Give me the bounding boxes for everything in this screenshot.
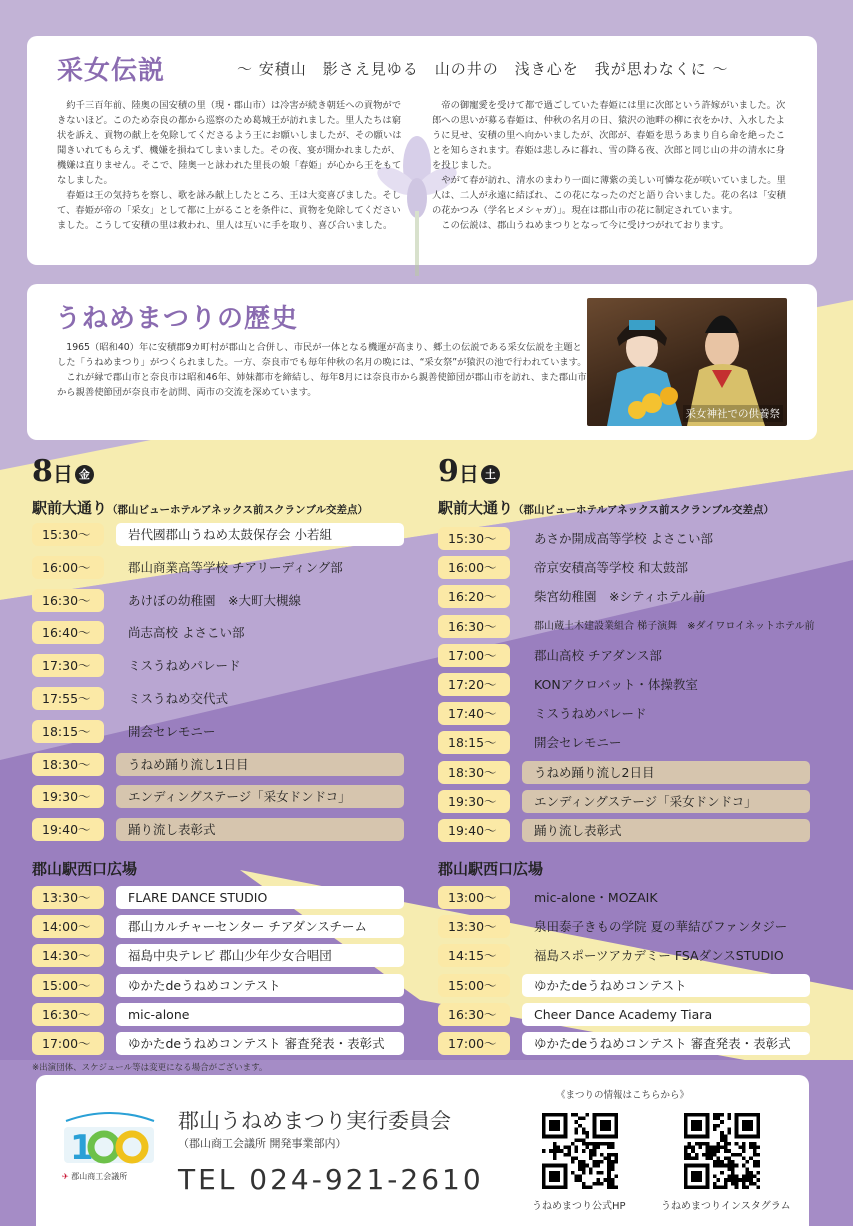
qr-code-instagram[interactable] xyxy=(684,1113,760,1189)
day2-heading xyxy=(438,454,500,489)
organizer-sub: （郡山商工会議所 開発事業部内） xyxy=(178,1137,347,1150)
schedule-time: 15:00～ xyxy=(32,974,104,997)
schedule-event: 踊り流し表彰式 xyxy=(522,819,810,842)
schedule-event: 岩代國郡山うねめ太鼓保存会 小若組 xyxy=(116,523,404,546)
day1-number: 8 xyxy=(32,454,53,489)
schedule-row xyxy=(438,585,810,608)
history-text xyxy=(57,340,587,400)
schedule-event: 柴宮幼稚園 ※シティホテル前 xyxy=(534,589,706,605)
schedule-row xyxy=(438,886,810,909)
schedule-row xyxy=(438,702,810,725)
logo-caption-text: 郡山商工会議所 xyxy=(71,1172,128,1181)
legend-title: 采女伝説 xyxy=(57,56,166,86)
schedule-event: 泉田泰子きもの学院 夏の華結びファンタジー xyxy=(534,919,788,935)
day2-venue1-sub: （郡山ビューホテルアネックス前スクランブル交差点） xyxy=(513,504,775,516)
day1-venue2-heading: 郡山駅西口広場 xyxy=(32,860,138,878)
schedule-row xyxy=(32,1003,404,1026)
svg-text:1: 1 xyxy=(70,1128,94,1168)
schedule-event: あさか開成高等学校 よさこい部 xyxy=(534,531,713,546)
schedule-time: 13:30～ xyxy=(438,915,510,938)
schedule-event: mic-alone・MOZAIK xyxy=(534,890,658,905)
festival-photo xyxy=(587,298,787,426)
day1-venue1-heading xyxy=(32,497,368,518)
schedule-time: 14:15～ xyxy=(438,944,510,967)
schedule-event: 帝京安積高等学校 和太鼓部 xyxy=(534,560,688,576)
legend-card xyxy=(27,36,817,265)
schedule-row xyxy=(32,589,404,612)
day1-venue1-name: 駅前大通り xyxy=(32,499,108,517)
schedule-time: 13:00～ xyxy=(438,886,510,909)
history-paragraph: これが縁で郡山市と奈良市は昭和46年、姉妹都市を締結し、毎年8月には奈良市から親善使節団が郡山市を訪れ、また郡山市から親善使節団が奈良市を訪問、両市の交流を深めています。 xyxy=(57,372,587,398)
organizer-name: 郡山うねめまつり実行委員会 xyxy=(178,1109,451,1133)
schedule-time: 14:30～ xyxy=(32,944,104,967)
schedule-row xyxy=(32,621,404,644)
schedule-event: ミスうねめパレード xyxy=(534,706,647,722)
schedule-event: ゆかたdeうねめコンテスト xyxy=(116,974,404,997)
schedule-time: 17:55～ xyxy=(32,687,104,710)
schedule-event: ミスうねめ交代式 xyxy=(128,691,229,706)
schedule-row xyxy=(32,818,404,841)
schedule-time: 19:40～ xyxy=(32,818,104,841)
schedule-row xyxy=(32,785,404,808)
schedule-event: 郡山蔵土木建設業組合 梯子演舞 ※ダイワロイネットホテル前 xyxy=(534,620,815,632)
schedule-event: 尚志高校 よさこい部 xyxy=(128,625,245,641)
schedule-time: 17:40～ xyxy=(438,702,510,725)
schedule-row xyxy=(32,753,404,776)
legend-paragraph: やがて春が訪れ、清水のまわり一面に薄紫の美しい可憐な花が咲いていました。里人は、二人が永遠に結ばれ、この花になったのだと語り合いました。花の名は「安積の花かつみ（学名ヒメシャガ）」。現在は郡山市の花に制定されています。 xyxy=(432,175,786,216)
schedule-event: 福島中央テレビ 郡山少年少女合唱団 xyxy=(116,944,404,967)
schedule-time: 16:00～ xyxy=(438,556,510,579)
schedule-row xyxy=(32,915,404,938)
schedule-time: 19:40～ xyxy=(438,819,510,842)
schedule-event: うねめ踊り流し1日目 xyxy=(116,753,404,776)
schedule-row xyxy=(32,654,404,677)
schedule-time: 13:30～ xyxy=(32,886,104,909)
schedule-row xyxy=(438,673,810,696)
schedule-event: 開会セレモニー xyxy=(534,735,622,751)
schedule-row xyxy=(32,720,404,743)
day2-venue2-heading: 郡山駅西口広場 xyxy=(438,860,544,878)
schedule-row xyxy=(438,1003,810,1026)
day2-venue1-heading xyxy=(438,497,774,518)
schedule-time: 18:30～ xyxy=(32,753,104,776)
schedule-event: KONアクロバット・体操教室 xyxy=(534,677,698,692)
schedule-time: 16:30～ xyxy=(438,615,510,638)
schedule-row xyxy=(438,915,810,938)
schedule-time: 18:15～ xyxy=(438,731,510,754)
schedule-row xyxy=(32,687,404,710)
schedule-time: 17:30～ xyxy=(32,654,104,677)
schedule-time: 16:30～ xyxy=(438,1003,510,1026)
schedule-row xyxy=(32,523,404,546)
schedule-event: ゆかたdeうねめコンテスト 審査発表・表彰式 xyxy=(522,1032,810,1055)
schedule-time: 19:30～ xyxy=(438,790,510,813)
schedule-row xyxy=(32,974,404,997)
schedule-row xyxy=(438,974,810,997)
footer-card xyxy=(36,1075,809,1226)
schedule-event: mic-alone xyxy=(116,1003,404,1026)
schedule-time: 17:20～ xyxy=(438,673,510,696)
schedule-event: ゆかたdeうねめコンテスト xyxy=(522,974,810,997)
schedule-row xyxy=(32,556,404,579)
history-title: うねめまつりの歴史 xyxy=(55,304,299,334)
history-paragraph: 1965（昭和40）年に安積郡9カ町村が郡山と合併し、市民が一体となる機運が高まり、郷土の伝説である采女伝説を主題とした「うねめまつり」がつくられました。一方、奈良市でも毎年仲秋の名月の晩には、“采女祭”が猿沢の池で行われています。 xyxy=(57,342,587,368)
legend-column-right xyxy=(432,98,792,233)
qr-label-instagram: うねめまつりインスタグラム xyxy=(661,1201,791,1212)
schedule-event: 踊り流し表彰式 xyxy=(116,818,404,841)
logo-caption xyxy=(62,1171,127,1182)
schedule-row xyxy=(438,644,810,667)
schedule-time: 17:00～ xyxy=(438,644,510,667)
schedule-event: Cheer Dance Academy Tiara xyxy=(522,1003,810,1026)
schedule-row xyxy=(32,886,404,909)
day2-weekday-badge: 土 xyxy=(481,465,500,484)
schedule-row xyxy=(32,1032,404,1055)
schedule-row xyxy=(438,556,810,579)
schedule-time: 17:00～ xyxy=(438,1032,510,1055)
chamber-mark-icon: ✈ xyxy=(62,1172,69,1181)
telephone: TEL 024-921-2610 xyxy=(178,1163,484,1196)
legend-paragraph: この伝説は、郡山うねめまつりとなって今に受けつがれております。 xyxy=(441,220,729,231)
schedule-row xyxy=(438,761,810,784)
schedule-time: 17:00～ xyxy=(32,1032,104,1055)
schedule-event: FLARE DANCE STUDIO xyxy=(116,886,404,909)
schedule-note: ※出演団体、スケジュール等は変更になる場合がございます。 xyxy=(32,1063,268,1073)
schedule-row xyxy=(438,615,815,638)
schedule-time: 15:00～ xyxy=(438,974,510,997)
schedule-time: 18:30～ xyxy=(438,761,510,784)
schedule-time: 16:20～ xyxy=(438,585,510,608)
legend-paragraph: 約千三百年前、陸奥の国安積の里（現・郡山市）は冷害が続き朝廷への貢物ができないほど。このため奈良の都から巡察のため葛城王が訪れました。里人たちは窮状を訴え、貢物の献上を免除してくださるよう王にお願いしましたが、その願いは聞きいれてもらえず、機嫌を損ねてしまいました。その夜、宴が開かれましたが、機嫌は直りません。そこで、陸奥一と詠われた里長の娘「春姫」が心から王をもてなしました。 xyxy=(57,100,402,186)
schedule-event: 郡山カルチャーセンター チアダンスチーム xyxy=(116,915,404,938)
schedule-time: 15:30～ xyxy=(438,527,510,550)
schedule-time: 16:30～ xyxy=(32,1003,104,1026)
legend-column-left xyxy=(57,98,409,233)
day1-weekday-badge: 金 xyxy=(75,465,94,484)
schedule-time: 16:40～ xyxy=(32,621,104,644)
day1-venue1-sub: （郡山ビューホテルアネックス前スクランブル交差点） xyxy=(107,504,369,516)
schedule-event: 福島スポーツアカデミー FSAダンスSTUDIO xyxy=(534,948,784,964)
day1-kanji: 日 xyxy=(52,462,73,486)
schedule-row xyxy=(438,819,810,842)
schedule-row xyxy=(438,1032,810,1055)
schedule-row xyxy=(32,944,404,967)
schedule-time: 18:15～ xyxy=(32,720,104,743)
schedule-time: 19:30～ xyxy=(32,785,104,808)
schedule-event: ミスうねめパレード xyxy=(128,658,241,674)
history-card xyxy=(27,284,817,440)
schedule-event: ゆかたdeうねめコンテスト 審査発表・表彰式 xyxy=(116,1032,404,1055)
qr-code-official-site[interactable] xyxy=(542,1113,618,1189)
schedule-event: 郡山商業高等学校 チアリーディング部 xyxy=(128,559,343,575)
schedule-event: 郡山高校 チアダンス部 xyxy=(534,647,662,663)
schedule-event: エンディングステージ「采女ドンドコ」 xyxy=(116,785,404,808)
schedule-time: 16:30～ xyxy=(32,589,104,612)
schedule-row xyxy=(438,944,810,967)
schedule-event: うねめ踊り流し2日目 xyxy=(522,761,810,784)
legend-paragraph: 春姫は王の気持ちを察し、歌を詠み献上したところ、王は大変喜びました。そして、春姫が帝の「采女」として都に上がることを条件に、貢物を免除してくださいました。こうして安積の里は救われ、里人は互いに手を取り、喜び合いました。 xyxy=(57,190,401,231)
day2-kanji: 日 xyxy=(458,462,479,486)
legend-paragraph: 帝の御寵愛を受けて都で過ごしていた春姫には里に次郎という許嫁がいました。次郎への思いが募る春姫は、仲秋の名月の日、猿沢の池畔の柳に衣をかけ、入水したように見せ、安積の里へ向かいましたが、次郎が、春姫を思うあまり自ら命を絶ったことを知らされます。春姫は悲しみに暮れ、雪の降る夜、次郎と同じ山の井の清水に身を投じました。 xyxy=(432,100,786,171)
legend-poem: ～ 安積山 影さえ見ゆる 山の井の 浅き心を 我が思わなくに ～ xyxy=(237,60,729,78)
schedule-event: 開会セレモニー xyxy=(128,723,216,739)
schedule-time: 16:00～ xyxy=(32,556,104,579)
day1-heading xyxy=(32,454,94,489)
qr-heading: 《まつりの情報はこちらから》 xyxy=(556,1090,690,1101)
qr-label-official-site: うねめまつり公式HP xyxy=(532,1201,626,1212)
day2-number: 9 xyxy=(438,454,459,489)
schedule-event: エンディングステージ「采女ドンドコ」 xyxy=(522,790,810,813)
day2-venue1-name: 駅前大通り xyxy=(438,499,514,517)
schedule-row xyxy=(438,731,810,754)
schedule-time: 14:00～ xyxy=(32,915,104,938)
schedule-row xyxy=(438,527,810,550)
schedule-event: あけぼの幼稚園 ※大町大槻線 xyxy=(128,592,301,608)
schedule-row xyxy=(438,790,810,813)
photo-caption: 采女神社での供養祭 xyxy=(683,405,784,422)
schedule-time: 15:30～ xyxy=(32,523,104,546)
